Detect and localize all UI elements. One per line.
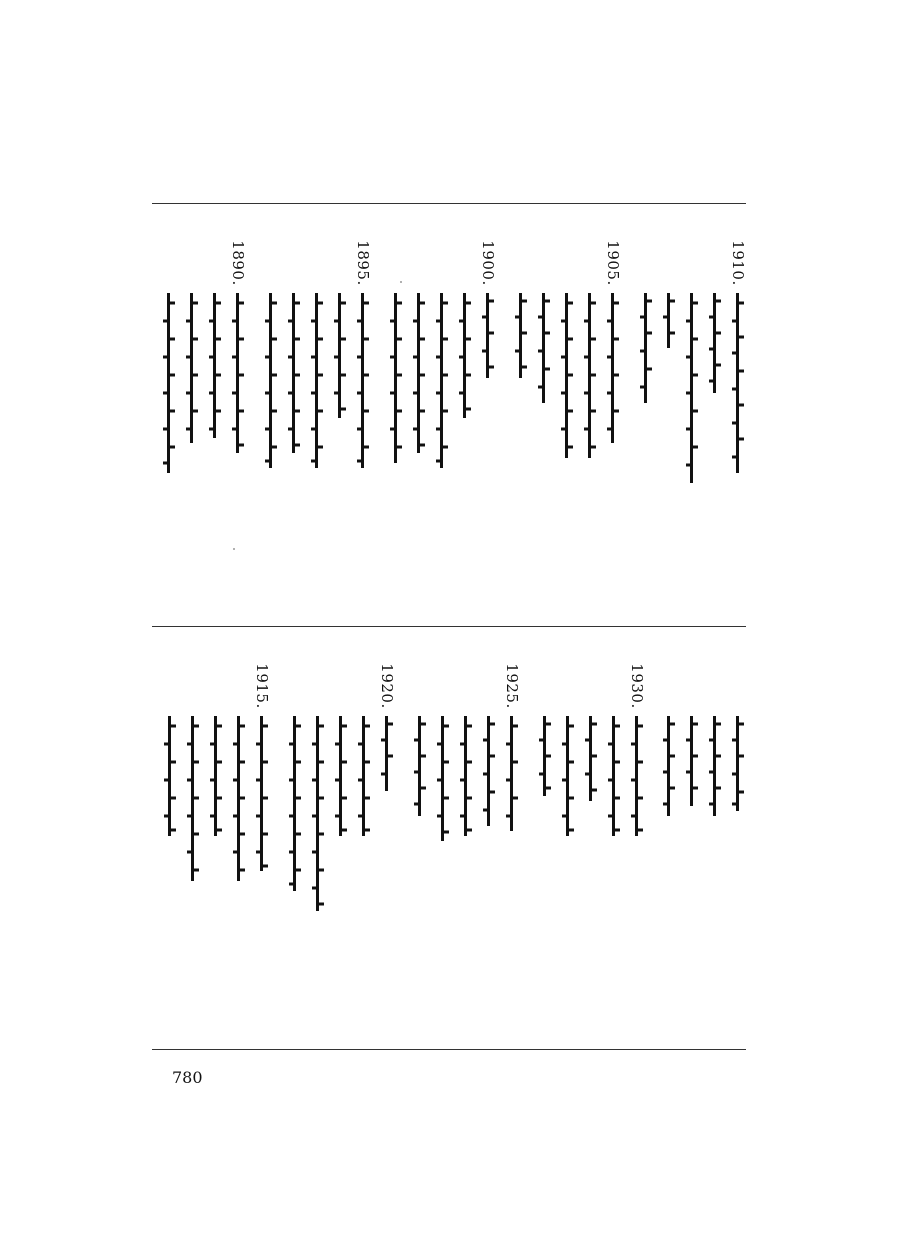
mongolian-script-line — [356, 293, 370, 468]
year-label: 1890. — [229, 240, 247, 286]
mongolian-script-line — [380, 716, 394, 791]
middle-rule — [152, 626, 746, 627]
mongolian-script-line — [731, 293, 745, 473]
year-label: 1905. — [604, 240, 622, 286]
mongolian-script-line — [505, 716, 519, 831]
year-label: 1895. — [354, 240, 372, 286]
year-label: 1915. — [253, 663, 271, 709]
mongolian-script-line — [255, 716, 269, 871]
mongolian-script-line — [630, 716, 644, 836]
page-number: 780 — [172, 1068, 203, 1087]
speck — [400, 281, 402, 283]
mongolian-script-line — [481, 293, 495, 378]
year-label: 1910. — [729, 240, 747, 286]
bottom-rule — [152, 1049, 746, 1050]
speck — [233, 548, 235, 550]
year-label: 1930. — [628, 663, 646, 709]
year-label: 1925. — [503, 663, 521, 709]
year-label: 1900. — [479, 240, 497, 286]
top-rule — [152, 203, 746, 204]
mongolian-script-line — [606, 293, 620, 443]
year-label: 1920. — [378, 663, 396, 709]
